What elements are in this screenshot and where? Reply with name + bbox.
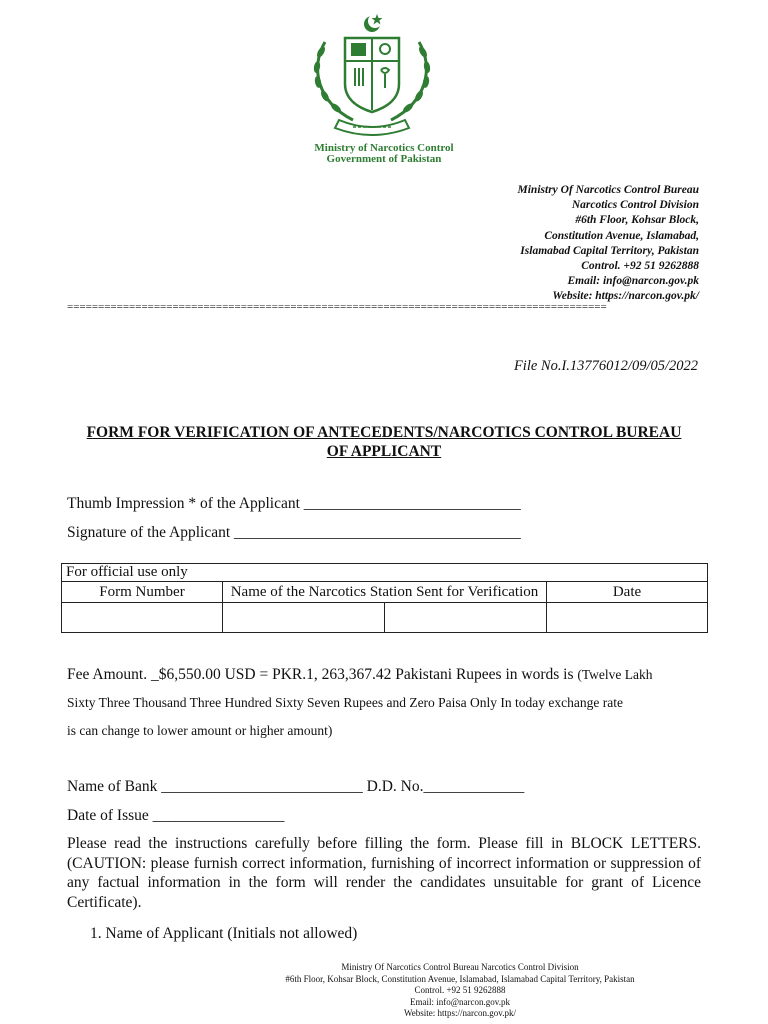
page-footer	[200, 962, 720, 1020]
station-cell[interactable]	[223, 603, 385, 633]
fee-words: Sixty Three Thousand Three Hundred Sixty Seven Rupees and Zero Paisa Only In today exchange rate	[67, 695, 623, 710]
col-date: Date	[547, 582, 708, 603]
official-use-table	[61, 563, 708, 633]
list-item-applicant-name: 1. Name of Applicant (Initials not allowed)	[90, 925, 358, 942]
footer-email: Email: info@narcon.gov.pk	[410, 996, 510, 1007]
address-email: Email: info@narcon.gov.pk	[567, 275, 699, 288]
instructions-paragraph: Please read the instructions carefully before filling the form. Please fill in BLOCK LETTERS. (CAUTION: please furnish correct information, furnishing of incorrect information or suppression of any factual information in the form will render the candidates unsuitable for grant of Licence Certificate).	[67, 835, 701, 911]
government-name: Government of Pakistan	[326, 153, 442, 165]
date-cell[interactable]	[547, 603, 708, 633]
fee-words: (Twelve Lakh	[577, 667, 653, 682]
official-use-caption: For official use only	[62, 564, 708, 582]
address-line: Narcotics Control Division	[571, 199, 699, 212]
form-title-line1: FORM FOR VERIFICATION OF ANTECEDENTS/NARCOTICS CONTROL BUREAU	[86, 424, 682, 441]
thumb-impression-field[interactable]: Thumb Impression * of the Applicant ____________________________	[67, 495, 521, 512]
footer-website: Website: https://narcon.gov.pk/	[404, 1008, 516, 1018]
footer-line: Ministry Of Narcotics Control Bureau Narcotics Control Division	[341, 962, 579, 972]
fee-words: is can change to lower amount or higher amount)	[67, 723, 333, 738]
form-title-line2: OF APPLICANT	[326, 443, 442, 460]
address-line: Islamabad Capital Territory, Pakistan	[520, 244, 699, 257]
state-emblem-icon	[305, 12, 439, 136]
form-number-cell[interactable]	[62, 603, 223, 633]
header-divider: =======================================================================================	[67, 301, 607, 313]
fee-amount: Fee Amount. _$6,550.00 USD = PKR.1, 263,367.42 Pakistani Rupees in words is	[67, 666, 574, 683]
bank-dd-field[interactable]: Name of Bank __________________________ D.D. No._____________	[67, 778, 525, 795]
ministry-name: Ministry of Narcotics Control	[314, 142, 454, 154]
fee-paragraph	[67, 661, 707, 745]
address-line: Constitution Avenue, Islamabad,	[544, 229, 699, 242]
date-of-issue-field[interactable]: Date of Issue _________________	[67, 807, 285, 824]
footer-line: #6th Floor, Kohsar Block, Constitution Avenue, Islamabad, Islamabad Capital Territory, Pakistan	[285, 973, 635, 984]
footer-phone: Control. +92 51 9262888	[414, 985, 506, 995]
col-station: Name of the Narcotics Station Sent for Verification	[223, 582, 547, 603]
signature-field[interactable]: Signature of the Applicant _____________________________________	[67, 524, 521, 541]
address-website: Website: https://narcon.gov.pk/	[552, 290, 699, 303]
address-line: #6th Floor, Kohsar Block,	[575, 214, 699, 227]
address-phone: Control. +92 51 9262888	[581, 260, 699, 273]
address-line: Ministry Of Narcotics Control Bureau	[517, 184, 699, 196]
form-title	[67, 423, 701, 461]
station-cell-2[interactable]	[385, 603, 547, 633]
address-block	[339, 183, 699, 305]
col-form-number: Form Number	[62, 582, 223, 603]
file-number: File No.I.13776012/09/05/2022	[513, 358, 698, 374]
